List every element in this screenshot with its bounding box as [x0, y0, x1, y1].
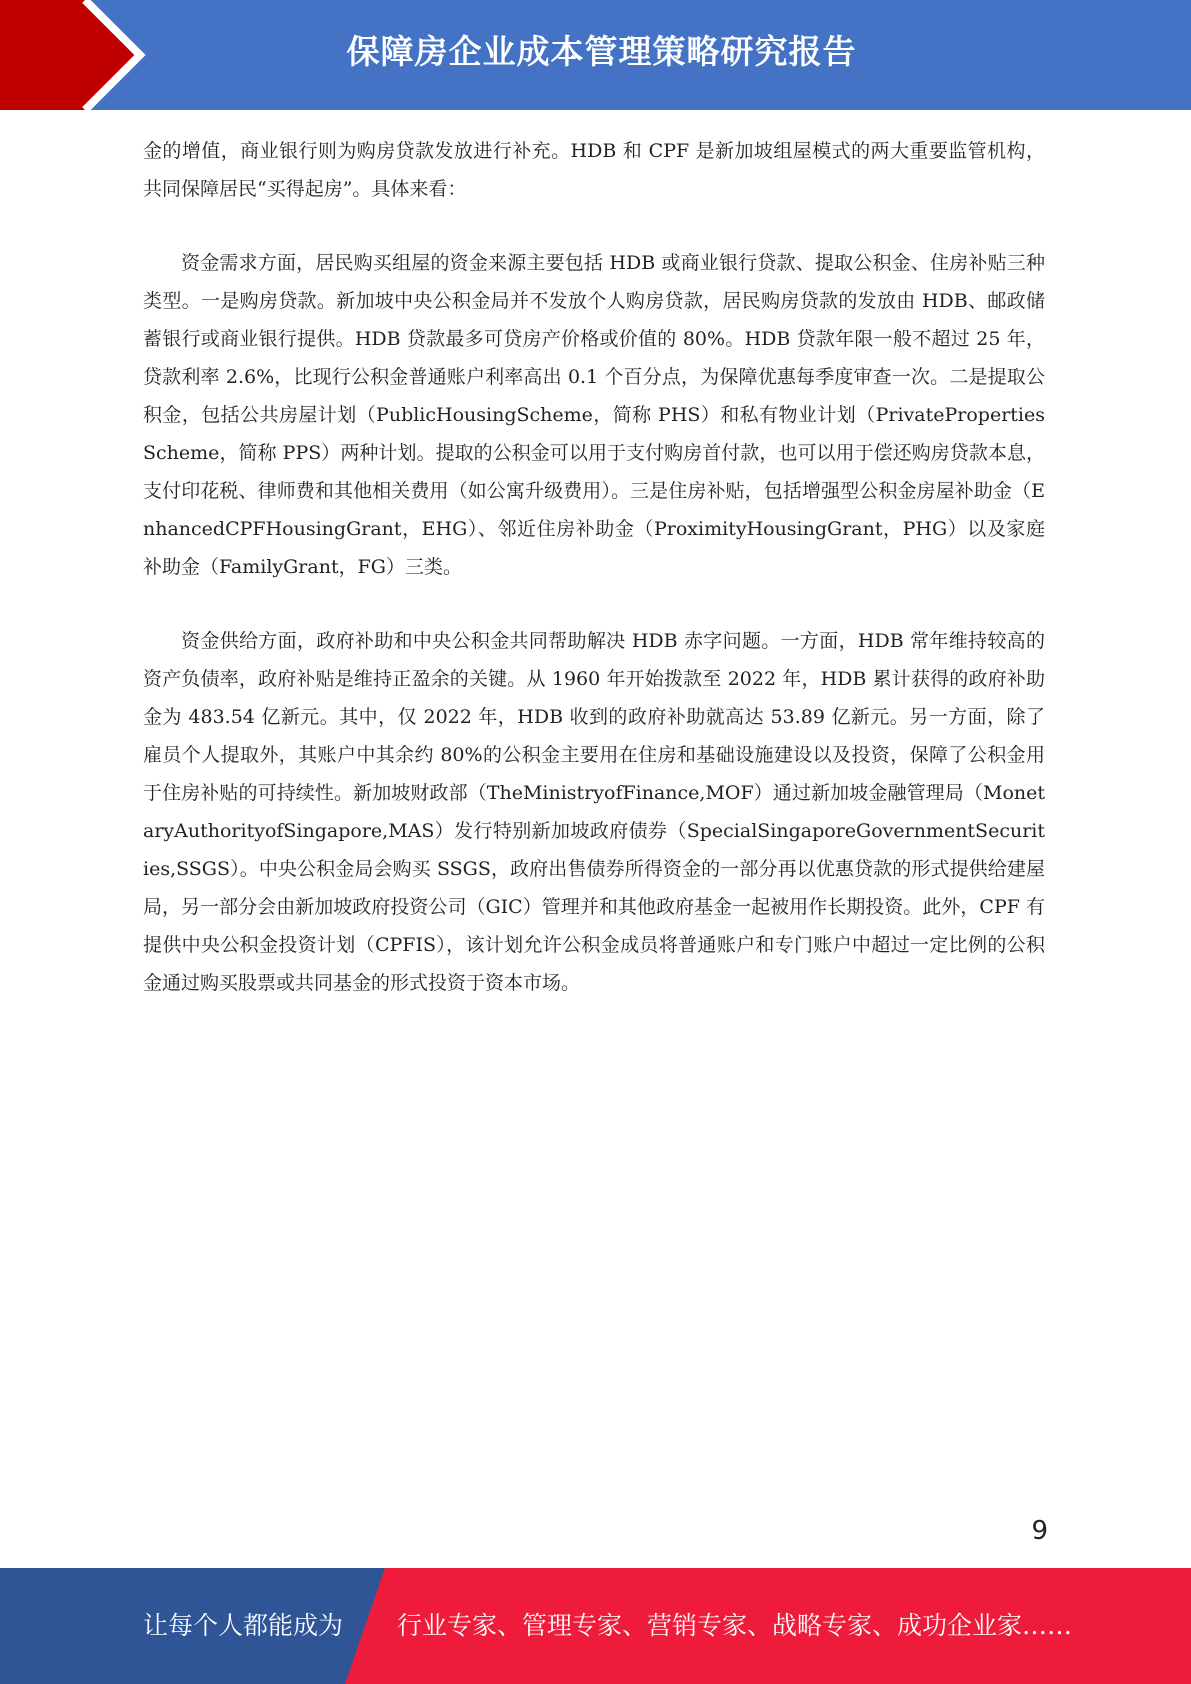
document-body — [143, 132, 1045, 1038]
page-footer — [0, 1568, 1191, 1684]
paragraph-funding-demand: 资金需求方面，居民购买组屋的资金来源主要包括 HDB 或商业银行贷款、提取公积金、住房补贴三种类型。一是购房贷款。新加坡中央公积金局并不发放个人购房贷款，居民购房贷款的发放由 HDB、邮政储蓄银行或商业银行提供。HDB 贷款最多可贷房产价格或价值的 80%。HDB 贷款年限一般不超过 25 年，贷款利率 2.6%，比现行公积金普通账户利率高出 0.1 个百分点，为保障优惠每季度审查一次。二是提取公积金，包括公共房屋计划（PublicHousingScheme，简称 PHS）和私有物业计划（PrivatePropertiesScheme，简称 PPS）两种计划。提取的公积金可以用于支付购房首付款，也可以用于偿还购房贷款本息，支付印花税、律师费和其他相关费用（如公寓升级费用）。三是住房补贴，包括增强型公积金房屋补助金（EnhancedCPFHousingGrant，EHG）、邻近住房补助金（ProximityHousingGrant，PHG）以及家庭补助金（FamilyGrant，FG）三类。 — [143, 252, 1045, 578]
footer-slogan-left: 让每个人都能成为 — [143, 1611, 344, 1640]
paragraph-continuation: 金的增值，商业银行则为购房贷款发放进行补充。HDB 和 CPF 是新加坡组屋模式的两大重要监管机构，共同保障居民“买得起房”。具体来看： — [143, 140, 1045, 200]
page-header — [0, 0, 1191, 110]
page-number: 9 — [1031, 1516, 1048, 1546]
paragraph-funding-supply: 资金供给方面，政府补助和中央公积金共同帮助解决 HDB 赤字问题。一方面，HDB 常年维持较高的资产负债率，政府补贴是维持正盈余的关键。从 1960 年开始拨款至 2022 年，HDB 累计获得的政府补助金为 483.54 亿新元。其中，仅 2022 年，HDB 收到的政府补助就高达 53.89 亿新元。另一方面，除了雇员个人提取外，其账户中其余约 80%的公积金主要用在住房和基础设施建设以及投资，保障了公积金用于住房补贴的可持续性。新加坡财政部（TheMinistryofFinance,MOF）通过新加坡金融管理局（MonetaryAuthorityofSingapore,MAS）发行特别新加坡政府债券（SpecialSingaporeGovernmentSecurities,SSGS）。中央公积金局会购买 SSGS，政府出售债券所得资金的一部分再以优惠贷款的形式提供给建屋局，另一部分会由新加坡政府投资公司（GIC）管理并和其他政府基金一起被用作长期投资。此外，CPF 有提供中央公积金投资计划（CPFIS），该计划允许公积金成员将普通账户和专门账户中超过一定比例的公积金通过购买股票或共同基金的形式投资于资本市场。 — [143, 630, 1045, 994]
footer-slogan-right: 行业专家、管理专家、营销专家、战略专家、成功企业家…… — [397, 1611, 1073, 1640]
report-title: 保障房企业成本管理策略研究报告 — [346, 32, 857, 71]
